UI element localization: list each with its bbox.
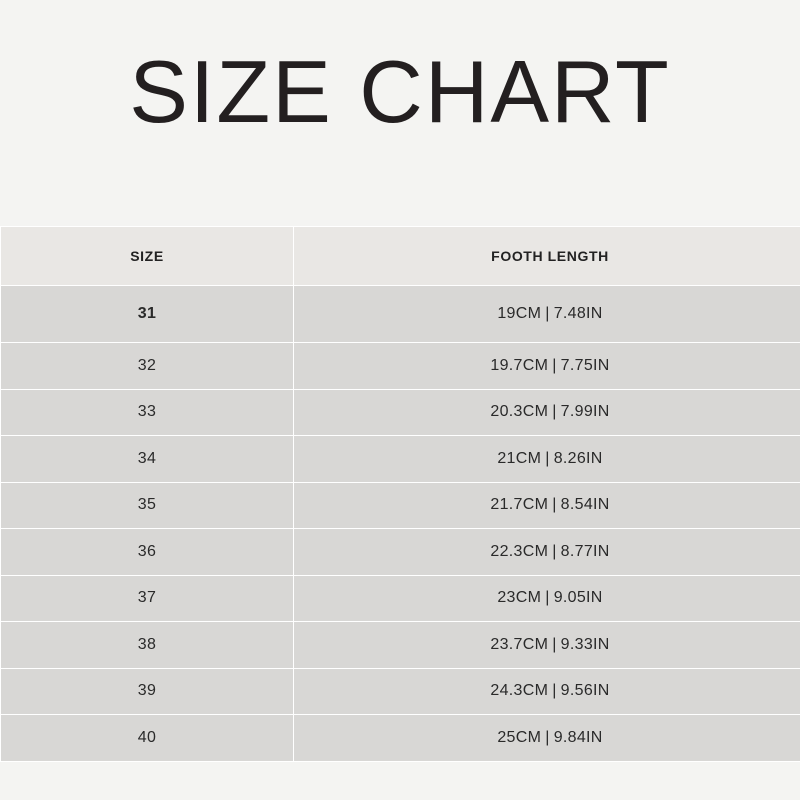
column-header-size: SIZE [1,227,294,286]
cell-length-cm: 21CM [497,449,542,467]
cell-foot-length [294,343,800,390]
table-row [1,715,800,762]
cell-length-separator: | [552,635,557,653]
size-chart-table-container [0,226,800,762]
cell-foot-length [294,286,800,343]
cell-length-cm: 23.7CM [490,635,549,653]
cell-length-separator: | [552,403,557,421]
cell-length-cm: 20.3CM [490,403,549,421]
cell-length-in: 8.54IN [560,496,610,514]
cell-length-separator: | [545,728,550,746]
cell-size: 37 [1,575,294,622]
cell-length-cm: 22.3CM [490,542,549,560]
cell-length-cm: 19CM [497,305,542,322]
cell-length-in: 7.48IN [553,305,603,322]
table-row [1,529,800,576]
table-row [1,286,800,343]
cell-length-cm: 23CM [497,589,542,607]
column-header-foot-length: FOOTH LENGTH [294,227,800,286]
cell-length-in: 7.99IN [560,403,610,421]
cell-length-separator: | [545,589,550,607]
table-row [1,482,800,529]
cell-size: 33 [1,389,294,436]
table-row [1,575,800,622]
cell-size: 32 [1,343,294,390]
cell-length-cm: 19.7CM [490,356,549,374]
cell-foot-length [294,668,800,715]
cell-size: 39 [1,668,294,715]
cell-length-cm: 24.3CM [490,682,549,700]
cell-foot-length [294,715,800,762]
cell-foot-length [294,575,800,622]
table-row [1,668,800,715]
cell-length-separator: | [552,496,557,514]
cell-foot-length [294,389,800,436]
table-body [1,286,800,762]
cell-length-in: 9.56IN [560,682,610,700]
cell-length-in: 9.84IN [553,728,603,746]
cell-length-separator: | [552,356,557,374]
table-header [1,227,800,286]
cell-length-separator: | [552,542,557,560]
cell-length-in: 9.05IN [553,589,603,607]
size-chart-table [0,226,800,762]
table-row [1,389,800,436]
cell-length-separator: | [552,682,557,700]
cell-foot-length [294,482,800,529]
cell-foot-length [294,622,800,669]
table-row [1,343,800,390]
cell-length-in: 9.33IN [560,635,610,653]
cell-length-separator: | [545,305,550,322]
table-row [1,436,800,483]
cell-length-cm: 21.7CM [490,496,549,514]
cell-size: 36 [1,529,294,576]
cell-length-separator: | [545,449,550,467]
table-header-row [1,227,800,286]
cell-size: 40 [1,715,294,762]
page-title: SIZE CHART [129,42,671,141]
cell-foot-length [294,436,800,483]
cell-foot-length [294,529,800,576]
cell-size: 34 [1,436,294,483]
cell-size: 38 [1,622,294,669]
cell-size: 35 [1,482,294,529]
cell-length-in: 8.26IN [553,449,603,467]
cell-length-in: 8.77IN [560,542,610,560]
cell-length-cm: 25CM [497,728,542,746]
cell-size: 31 [1,286,294,343]
table-row [1,622,800,669]
cell-length-in: 7.75IN [560,356,610,374]
